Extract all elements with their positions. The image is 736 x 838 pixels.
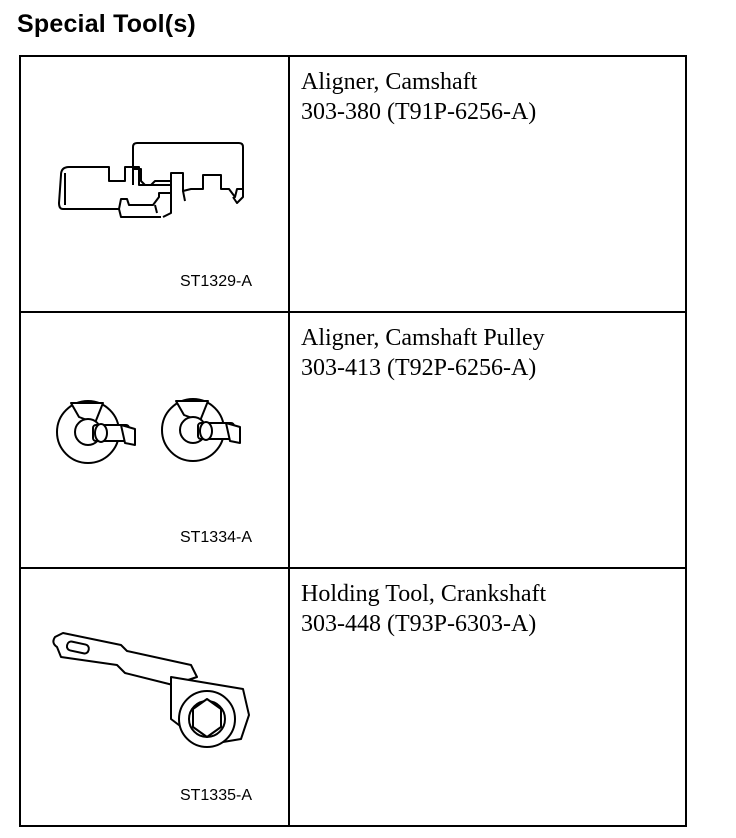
figure-code: ST1334-A: [179, 529, 252, 546]
illustration-cell: [21, 569, 290, 825]
tool-name: Aligner, Camshaft Pulley: [301, 325, 545, 351]
tool-number: 303-413 (T92P-6256-A): [301, 355, 537, 381]
table-row: [21, 57, 685, 313]
tool-name: Aligner, Camshaft: [301, 69, 478, 95]
tool-number: 303-380 (T91P-6256-A): [301, 99, 537, 125]
tool-description: [301, 67, 681, 127]
tool-number: 303-448 (T93P-6303-A): [301, 611, 537, 637]
tool-description: [301, 579, 681, 639]
table-row: [21, 313, 685, 569]
special-tools-table: [19, 55, 687, 827]
table-row: [21, 569, 685, 825]
illustration-cell: [21, 313, 290, 567]
figure-code: ST1335-A: [179, 787, 252, 804]
figure-code: ST1329-A: [179, 273, 252, 290]
tool-description: [301, 323, 681, 383]
illustration-cell: [21, 57, 290, 311]
tool-name: Holding Tool, Crankshaft: [301, 581, 547, 607]
page-title: Special Tool(s): [17, 10, 196, 38]
